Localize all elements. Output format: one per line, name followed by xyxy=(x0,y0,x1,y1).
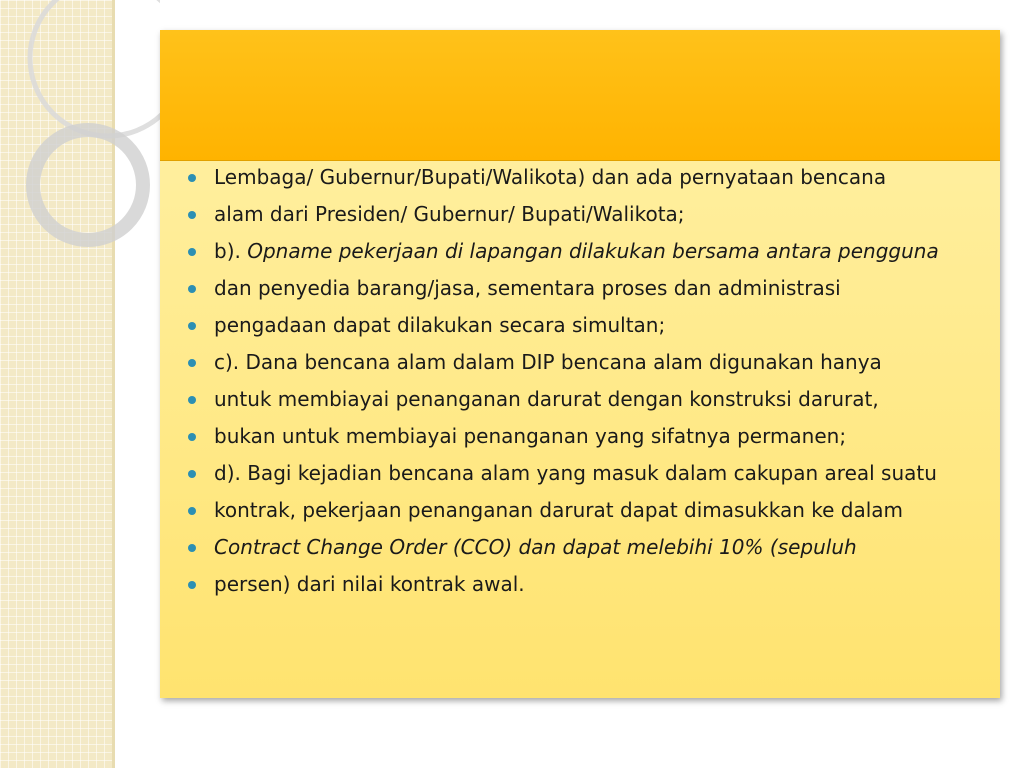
bullet-item xyxy=(188,573,988,595)
bullet-dot-icon xyxy=(188,174,196,182)
bullet-dot-icon xyxy=(188,433,196,441)
bullet-dot-icon xyxy=(188,507,196,515)
title-bar xyxy=(160,30,1000,161)
bullet-item xyxy=(188,499,988,521)
bullet-dot-icon xyxy=(188,544,196,552)
bullet-text: persen) dari nilai kontrak awal. xyxy=(214,572,525,596)
content-box xyxy=(160,30,1000,698)
bullet-item xyxy=(188,425,988,447)
bullet-dot-icon xyxy=(188,285,196,293)
bullet-dot-icon xyxy=(188,359,196,367)
decorative-circles xyxy=(0,0,160,260)
bullet-text: untuk membiayai penanganan darurat dengan konstruksi darurat, xyxy=(214,387,879,411)
bullet-text: Opname pekerjaan di lapangan dilakukan bersama antara pengguna xyxy=(247,239,939,263)
bullet-dot-icon xyxy=(188,322,196,330)
bullet-item xyxy=(188,462,988,484)
bullet-item xyxy=(188,314,988,336)
bullet-dot-icon xyxy=(188,581,196,589)
bullet-item xyxy=(188,277,988,299)
bullet-dot-icon xyxy=(188,211,196,219)
bullet-item xyxy=(188,166,988,188)
bullet-list xyxy=(188,166,988,610)
bullet-text: dan penyedia barang/jasa, sementara proses dan administrasi xyxy=(214,276,841,300)
bullet-item xyxy=(188,240,988,262)
bullet-text: d). Bagi kejadian bencana alam yang masuk dalam cakupan areal suatu xyxy=(214,461,937,485)
bullet-item xyxy=(188,388,988,410)
bullet-item xyxy=(188,203,988,225)
bullet-dot-icon xyxy=(188,470,196,478)
bullet-prefix: b). xyxy=(214,239,248,263)
bullet-text: pengadaan dapat dilakukan secara simultan; xyxy=(214,313,666,337)
bullet-dot-icon xyxy=(188,248,196,256)
bullet-item xyxy=(188,351,988,373)
bullet-text: c). Dana bencana alam dalam DIP bencana alam digunakan hanya xyxy=(214,350,882,374)
bullet-item xyxy=(188,536,988,558)
bullet-text: Lembaga/ Gubernur/Bupati/Walikota) dan ada pernyataan bencana xyxy=(214,165,887,189)
bullet-text: kontrak, pekerjaan penanganan darurat dapat dimasukkan ke dalam xyxy=(214,498,904,522)
bullet-text: alam dari Presiden/ Gubernur/ Bupati/Walikota; xyxy=(214,202,685,226)
bullet-text: Contract Change Order (CCO) dan dapat melebihi 10% (sepuluh xyxy=(214,535,857,559)
bullet-text: bukan untuk membiayai penanganan yang sifatnya permanen; xyxy=(214,424,847,448)
bullet-dot-icon xyxy=(188,396,196,404)
